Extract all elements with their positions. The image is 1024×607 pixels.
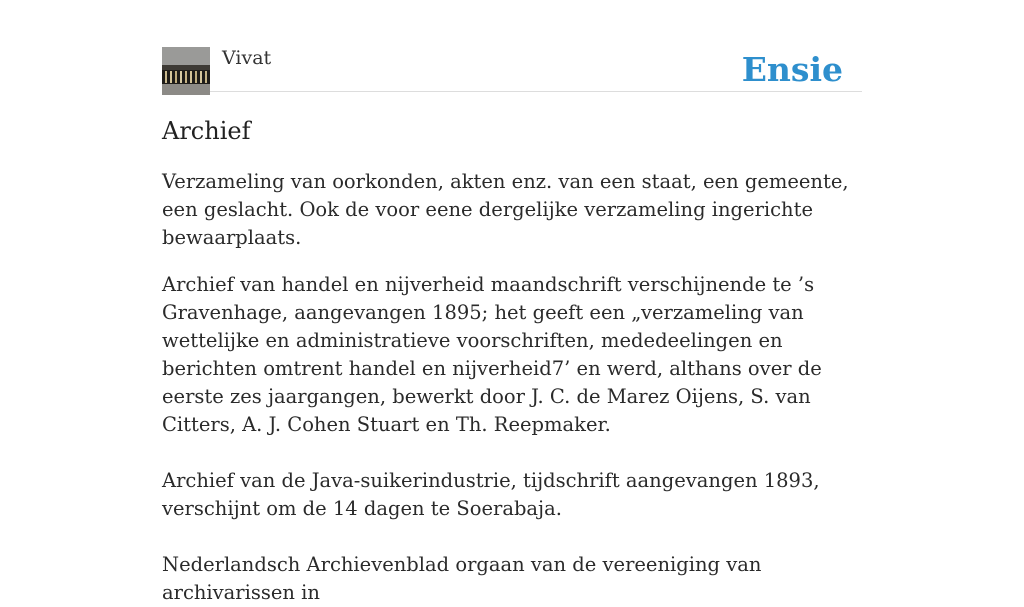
books-avatar-icon — [162, 47, 210, 95]
article-paragraph: Archief van handel en nijverheid maandschrift verschijnende te ’s Gravenhage, aangevangen 1895; het geeft een „verzameling van wettelijke en administratieve voorschriften, mededeelingen en berichten omtrent handel en nijverheid7’ en werd, althans over de eerste zes jaargangen, bewerkt door J. C. de Marez Oijens, S. van Citters, A. J. Cohen Stuart en Th. Reepmaker. Archief van de Java-suikerindustrie, tijdschrift aangevangen 1893, verschijnt om de 14 dagen te Soerabaja. Nederlandsch Archievenblad orgaan van de vereeniging van archivarissen in — [162, 273, 822, 604]
article-paragraph: Verzameling van oorkonden, akten enz. van een staat, een gemeente, een geslacht. Ook de voor eene dergelijke verzameling ingerichte bewaarplaats. — [162, 170, 849, 249]
author-avatar[interactable] — [162, 47, 210, 95]
page-title: Archief — [162, 117, 251, 145]
site-logo[interactable]: Ensie — [741, 50, 843, 89]
site-header — [162, 46, 862, 92]
author-name[interactable]: Vivat — [222, 47, 272, 69]
article-body — [162, 168, 867, 607]
